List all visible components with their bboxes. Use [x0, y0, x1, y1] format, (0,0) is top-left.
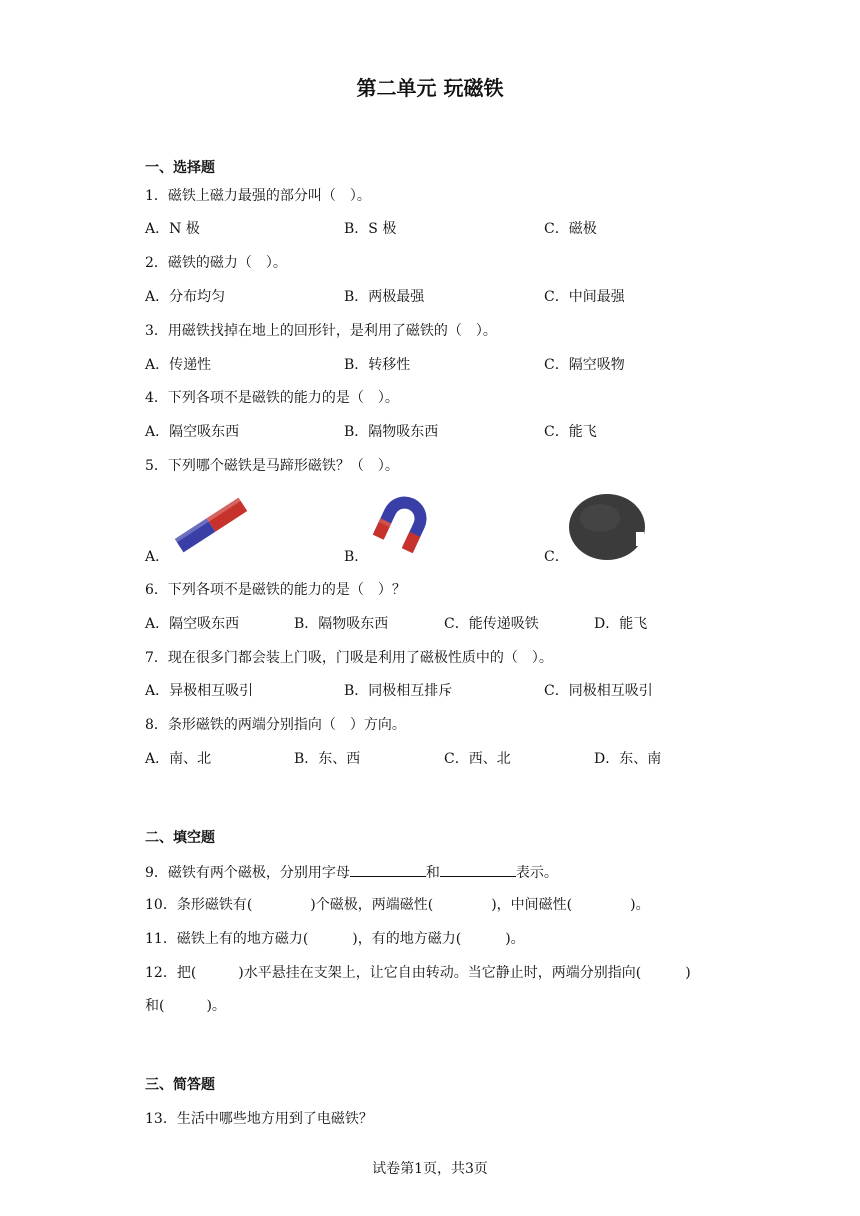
bar-magnet-image [170, 494, 252, 556]
question-12-text-3: ) [685, 965, 691, 981]
question-11-text-3: )。 [505, 931, 525, 947]
question-5-option-a[interactable]: A． [145, 549, 170, 565]
question-8-option-b[interactable]: B．东、西 [294, 751, 361, 767]
question-3-option-b[interactable]: B．转移性 [344, 357, 411, 373]
question-2-option-c[interactable]: C．中间最强 [544, 289, 625, 305]
question-3-option-c[interactable]: C．隔空吸物 [544, 357, 625, 373]
question-1-option-a[interactable]: A．N 极 [145, 221, 200, 237]
question-1-stem: 1．磁铁上磁力最强的部分叫（ ）。 [145, 188, 371, 204]
question-2-stem: 2．磁铁的磁力（ ）。 [145, 255, 287, 271]
question-1-option-c[interactable]: C．磁极 [544, 221, 597, 237]
question-1-option-b[interactable]: B．S 极 [344, 221, 397, 237]
question-12-text-4: 和( [145, 998, 165, 1014]
question-10-text-2: )个磁极，两端磁性( [310, 897, 434, 913]
question-4-option-c[interactable]: C．能飞 [544, 424, 597, 440]
question-7-stem: 7．现在很多门都会装上门吸，门吸是利用了磁极性质中的（ ）。 [145, 650, 553, 666]
question-6-option-b[interactable]: B．隔物吸东西 [294, 616, 389, 632]
question-4-option-b[interactable]: B．隔物吸东西 [344, 424, 439, 440]
question-12-line-2 [145, 997, 226, 1015]
question-6-option-a[interactable]: A．隔空吸东西 [145, 616, 240, 632]
question-8-option-a[interactable]: A．南、北 [145, 751, 212, 767]
question-9-text-2: 和 [425, 865, 440, 881]
question-13-stem: 13．生活中哪些地方用到了电磁铁？ [145, 1111, 373, 1127]
question-12-text-1: 12．把( [145, 965, 197, 981]
question-5-option-c[interactable]: C． [544, 549, 569, 565]
question-2-option-a[interactable]: A．分布均匀 [145, 289, 226, 305]
question-5-option-b[interactable]: B． [344, 549, 369, 565]
question-9-blank-1[interactable] [350, 862, 426, 877]
question-7-option-c[interactable]: C．同极相互吸引 [544, 683, 653, 699]
question-8-option-c[interactable]: C．西、北 [444, 751, 511, 767]
question-12-text-2: )水平悬挂在支架上，让它自由转动。当它静止时，两端分别指向( [238, 965, 642, 981]
section-heading-fill-blank: 二、填空题 [145, 830, 215, 846]
question-10-text-1: 10．条形磁铁有( [145, 897, 253, 913]
horseshoe-magnet-image [366, 488, 438, 560]
question-11-text-2: )，有的地方磁力( [352, 931, 462, 947]
question-10-text-3: )，中间磁性( [491, 897, 573, 913]
question-12-line-1 [145, 964, 691, 982]
question-10-text-4: )。 [630, 897, 650, 913]
question-12-text-5: )。 [206, 998, 226, 1014]
question-4-stem: 4．下列各项不是磁铁的能力的是（ ）。 [145, 390, 399, 406]
question-7-option-a[interactable]: A．异极相互吸引 [145, 683, 254, 699]
question-8-option-d[interactable]: D．东、南 [594, 751, 662, 767]
page-title: 第二单元 玩磁铁 [356, 76, 504, 100]
question-9 [145, 862, 558, 882]
question-5-stem: 5．下列哪个磁铁是马蹄形磁铁？（ ）。 [145, 458, 399, 474]
page-footer: 试卷第1页，共3页 [372, 1161, 488, 1177]
question-10 [145, 896, 650, 914]
question-7-option-b[interactable]: B．同极相互排斥 [344, 683, 453, 699]
question-4-option-a[interactable]: A．隔空吸东西 [145, 424, 240, 440]
section-heading-short-answer: 三、简答题 [145, 1077, 215, 1093]
question-6-option-d[interactable]: D．能飞 [594, 616, 648, 632]
question-9-text-3: 表示。 [515, 865, 558, 881]
question-2-option-b[interactable]: B．两极最强 [344, 289, 425, 305]
section-heading-choice: 一、选择题 [145, 160, 215, 176]
question-6-option-c[interactable]: C．能传递吸铁 [444, 616, 539, 632]
question-3-stem: 3．用磁铁找掉在地上的回形针，是利用了磁铁的（ ）。 [145, 323, 497, 339]
question-8-stem: 8．条形磁铁的两端分别指向（ ）方向。 [145, 717, 406, 733]
question-9-blank-2[interactable] [440, 862, 516, 877]
question-11-text-1: 11．磁铁上有的地方磁力( [145, 931, 309, 947]
question-11 [145, 930, 525, 948]
disc-magnet-image [566, 492, 652, 564]
question-3-option-a[interactable]: A．传递性 [145, 357, 212, 373]
question-9-text-1: 9．磁铁有两个磁极，分别用字母 [145, 865, 350, 881]
question-6-stem: 6．下列各项不是磁铁的能力的是（ ）？ [145, 582, 406, 598]
